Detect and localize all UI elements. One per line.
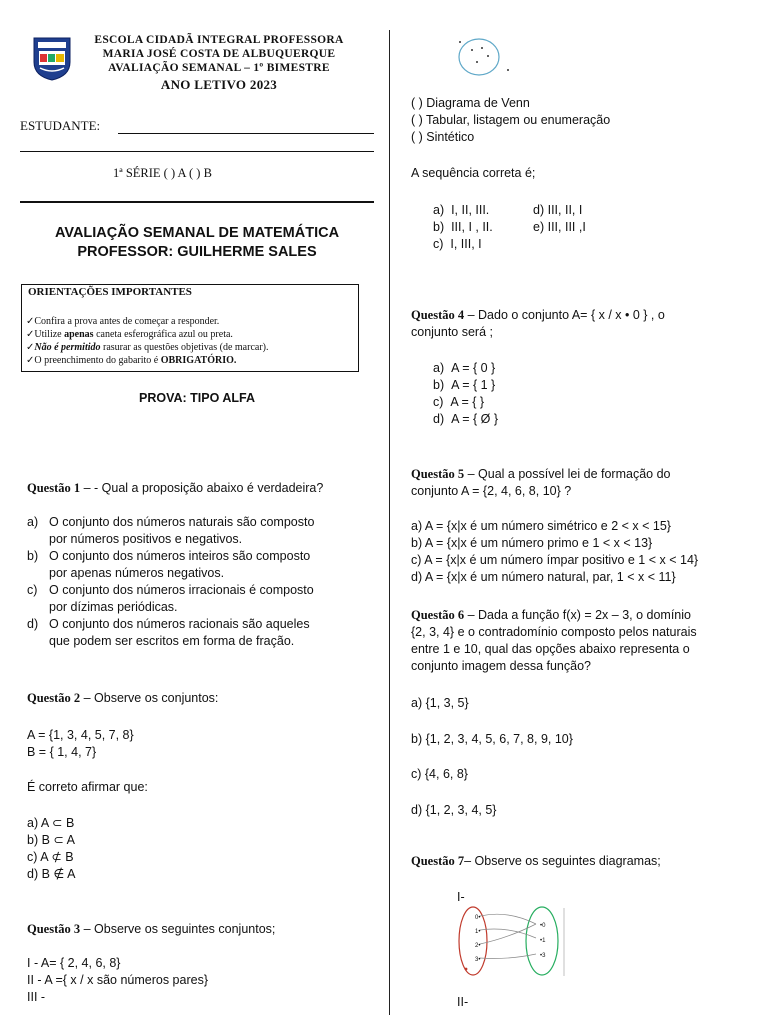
question-3: Questão 3 – Observe os seguintes conjuntos;	[27, 922, 276, 936]
question-4-cont: conjunto será ;	[411, 325, 493, 339]
set-b: B = { 1, 4, 7}	[27, 745, 97, 759]
option-b[interactable]: b) B ⊂ A	[27, 833, 75, 847]
question-2-prompt: É correto afirmar que:	[27, 780, 148, 794]
choice-a[interactable]: a) I, II, III.	[433, 203, 490, 217]
representation-options	[411, 95, 610, 146]
set-ii: II - A ={ x / x são números pares}	[27, 973, 208, 987]
option-b[interactable]: b) A = { 1 }	[433, 378, 496, 392]
option-d[interactable]: d) A = {x|x é um número natural, par, 1 < x < 11}	[411, 570, 676, 584]
set-iii: III -	[27, 990, 46, 1004]
question-2-options	[27, 815, 75, 883]
choice-e[interactable]: e) III, III ,I	[533, 220, 586, 234]
question-4: Questão 4 – Dado o conjunto A= { x / x • 0 } , o	[411, 308, 665, 322]
question-5-cont: conjunto A = {2, 4, 6, 8, 10} ?	[411, 484, 572, 498]
option-a[interactable]: a) A = {x|x é um número simétrico e 2 < x < 15}	[411, 519, 671, 533]
exam-type: PROVA: TIPO ALFA	[139, 391, 255, 405]
option-c[interactable]: c) A = {x|x é um número ímpar positivo e 1 < x < 14}	[411, 553, 699, 567]
teacher-name: PROFESSOR: GUILHERME SALES	[77, 244, 317, 260]
guideline-item: ✓Não é permitido rasurar as questões objetivas (de marcar).	[26, 342, 269, 353]
domain-element: 3•	[475, 957, 481, 963]
diagram-1-label: I-	[457, 890, 465, 904]
option-c[interactable]: c) {4, 6, 8}	[411, 767, 468, 781]
question-7: Questão 7– Observe os seguintes diagramas;	[411, 854, 661, 868]
school-logo	[30, 34, 74, 82]
student-name-line-2[interactable]	[20, 151, 374, 152]
choice-d[interactable]: d) III, II, I	[533, 203, 583, 217]
check-icon: ✓	[26, 355, 35, 366]
question-2: Questão 2 – Observe os conjuntos:	[27, 691, 219, 705]
question-6: Questão 6 – Dada a função f(x) = 2x – 3, o domínio	[411, 608, 691, 622]
question-4-options	[433, 360, 498, 428]
option-d[interactable]: d) O conjunto dos números racionais são aqueles que podem ser escritos em forma de fração.	[27, 617, 310, 648]
option-c[interactable]: c) A = { }	[433, 395, 485, 409]
guideline-item: ✓O preenchimento do gabarito é OBRIGATÓRIO.	[26, 355, 237, 366]
school-name-line1: ESCOLA CIDADÃ INTEGRAL PROFESSORA	[94, 34, 344, 46]
question-1: Questão 1 – - Qual a proposição abaixo é verdadeira?	[27, 481, 324, 495]
assessment-line: AVALIAÇÃO SEMANAL – 1º BIMESTRE	[108, 62, 330, 74]
set-a: A = {1, 3, 4, 5, 7, 8}	[27, 728, 134, 742]
option-c[interactable]: c) A ⊄ B	[27, 850, 74, 864]
question-6-cont: {2, 3, 4} e o contradomínio composto pelos naturais	[411, 625, 697, 639]
check-icon: ✓	[26, 329, 35, 340]
codomain-element: •3	[540, 953, 546, 959]
sequence-prompt: A sequência correta é;	[411, 166, 536, 180]
choice-row	[433, 236, 733, 253]
question-5-options	[411, 518, 698, 586]
diagram-2-label: II-	[457, 995, 469, 1009]
student-label: ESTUDANTE:	[20, 118, 101, 133]
question-6-cont: conjunto imagem dessa função?	[411, 659, 591, 673]
tabular-option[interactable]: ( ) Tabular, listagem ou enumeração	[411, 113, 611, 127]
guidelines-title: ORIENTAÇÕES IMPORTANTES	[28, 286, 192, 298]
venn-diagram-option[interactable]: ( ) Diagrama de Venn	[411, 96, 530, 110]
guideline-item: ✓Utilize apenas caneta esferográfica azul ou preta.	[26, 329, 233, 340]
arrow-diagram	[456, 904, 568, 978]
header-rule	[20, 201, 374, 203]
guideline-item: ✓Confira a prova antes de começar a responder.	[26, 316, 220, 327]
question-1-options	[27, 514, 377, 650]
question-5: Questão 5 – Qual a possível lei de formação do	[411, 467, 671, 481]
choice-c[interactable]: c) I, III, I	[433, 237, 482, 251]
domain-element: 1•	[475, 929, 481, 935]
option-d[interactable]: d) B ∉ A	[27, 867, 76, 881]
column-divider	[389, 30, 390, 1015]
school-year: ANO LETIVO 2023	[160, 77, 278, 92]
exam-title: AVALIAÇÃO SEMANAL DE MATEMÁTICA	[54, 225, 340, 241]
question-6-cont: entre 1 e 10, qual das opções abaixo representa o	[411, 642, 690, 656]
choice-b[interactable]: b) III, I , II.	[433, 220, 493, 234]
venn-circle-diagram	[452, 36, 514, 78]
option-d[interactable]: d) {1, 2, 3, 4, 5}	[411, 803, 497, 817]
set-i: I - A= { 2, 4, 6, 8}	[27, 956, 121, 970]
option-a[interactable]: a) O conjunto dos números naturais são composto por números positivos e negativos.	[27, 515, 315, 546]
option-d[interactable]: d) A = { Ø }	[433, 412, 498, 426]
codomain-element: •1	[540, 938, 546, 944]
option-b[interactable]: b) A = {x|x é um número primo e 1 < x < 13}	[411, 536, 653, 550]
option-b[interactable]: b) O conjunto dos números inteiros são composto por apenas números negativos.	[27, 549, 311, 580]
option-a[interactable]: a) A ⊂ B	[27, 816, 75, 830]
grade-line: 1ª SÉRIE ( ) A ( ) B	[113, 166, 212, 180]
synthetic-option[interactable]: ( ) Sintético	[411, 130, 475, 144]
option-b[interactable]: b) {1, 2, 3, 4, 5, 6, 7, 8, 9, 10}	[411, 732, 573, 746]
school-name-line2: MARIA JOSÉ COSTA DE ALBUQUERQUE	[102, 48, 336, 60]
choice-row	[433, 219, 733, 236]
check-icon: ✓	[26, 342, 35, 353]
option-a[interactable]: a) {1, 3, 5}	[411, 696, 469, 710]
guidelines-box	[21, 284, 359, 372]
domain-element: 2•	[475, 943, 481, 949]
student-name-line[interactable]	[118, 133, 374, 134]
check-icon: ✓	[26, 316, 35, 327]
option-c[interactable]: c) O conjunto dos números irracionais é composto por dízimas periódicas.	[27, 583, 314, 614]
domain-element: 0•	[475, 915, 481, 921]
sequence-choices	[433, 202, 733, 253]
option-a[interactable]: a) A = { 0 }	[433, 361, 496, 375]
codomain-element: •0	[540, 923, 546, 929]
choice-row	[433, 202, 733, 219]
